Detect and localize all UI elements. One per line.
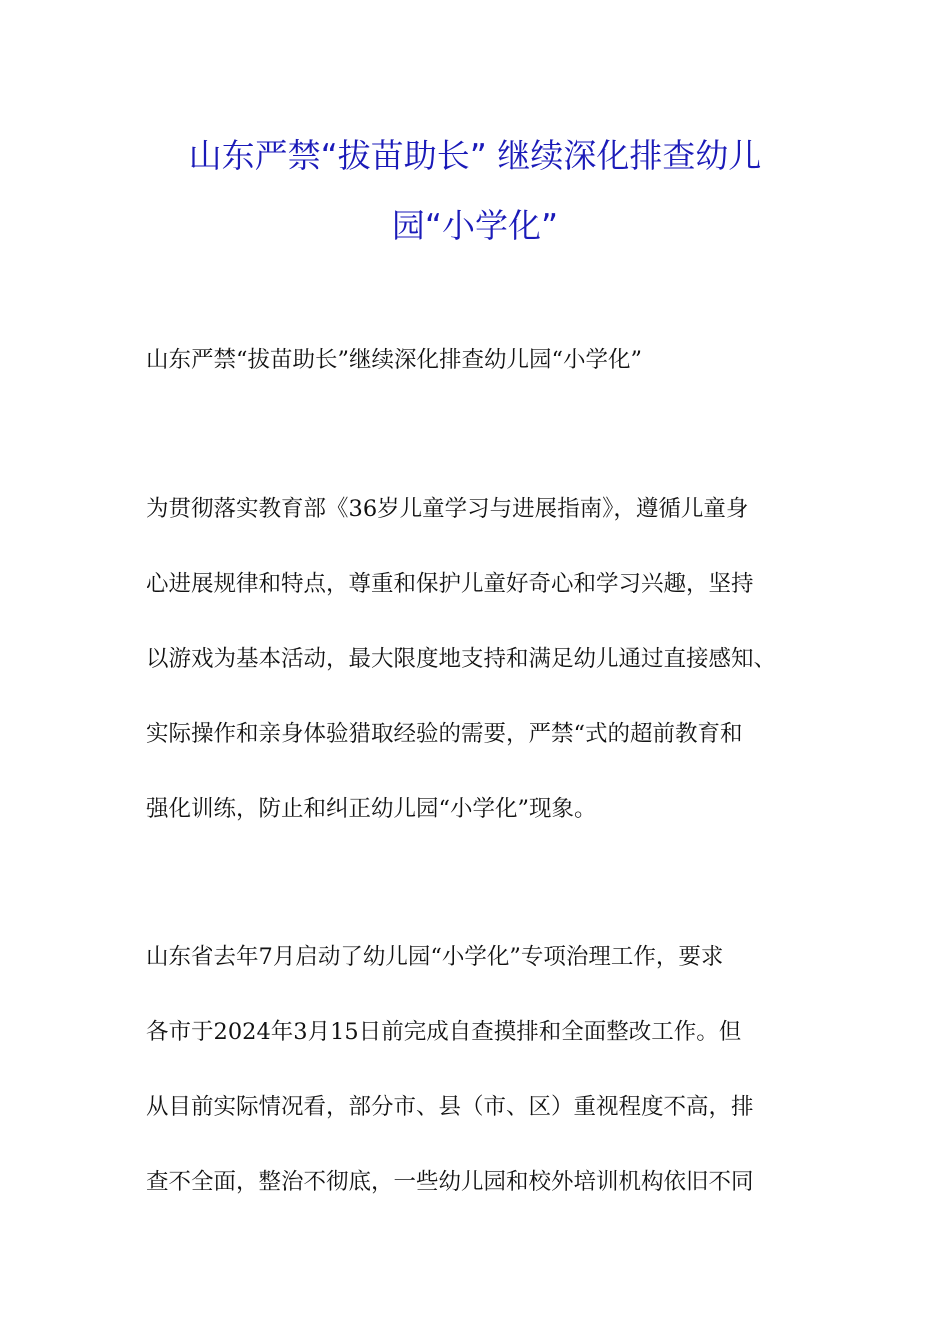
document-title-line-1: 山东严禁“拔苗助长” 继续深化排查幼儿 — [188, 136, 762, 175]
paragraph-1-line-2: 心进展规律和特点，尊重和保护儿童好奇心和学习兴趣，坚持 — [146, 571, 754, 597]
paragraph-2-line-4: 查不全面，整治不彻底，一些幼儿园和校外培训机构依旧不同 — [146, 1169, 754, 1195]
paragraph-2-line-2: 各市于2024年3月15日前完成自查摸排和全面整改工作。但 — [146, 1019, 742, 1045]
paragraph-1-line-3: 以游戏为基本活动，最大限度地支持和满足幼儿通过直接感知、 — [146, 646, 777, 672]
paragraph-1-line-4: 实际操作和亲身体验猎取经验的需要，严禁“式的超前教育和 — [146, 721, 743, 747]
subtitle: 山东严禁“拔苗助长”继续深化排查幼儿园“小学化” — [146, 347, 643, 373]
paragraph-1-line-5: 强化训练，防止和纠正幼儿园“小学化”现象。 — [146, 796, 597, 822]
paragraph-1-line-1: 为贯彻落实教育部《36岁儿童学习与进展指南》，遵循儿童身 — [146, 496, 749, 522]
paragraph-2-line-3: 从目前实际情况看，部分市、县（市、区）重视程度不高，排 — [146, 1094, 754, 1120]
document-title-line-2: 园“小学化” — [391, 206, 559, 245]
paragraph-2-line-1: 山东省去年7月启动了幼儿园“小学化”专项治理工作，要求 — [146, 944, 724, 970]
